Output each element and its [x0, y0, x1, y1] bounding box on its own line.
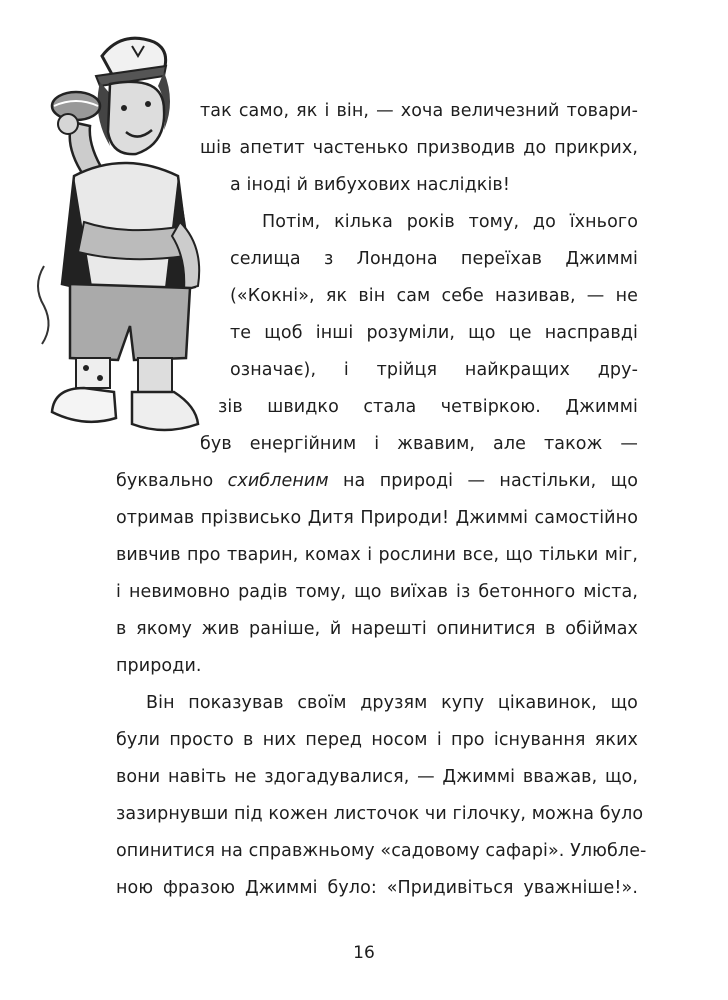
text-line: природи. [116, 656, 202, 676]
text-line: те щоб інші розуміли, що це насправді [230, 323, 638, 343]
text-line-with-emphasis [116, 470, 638, 492]
page-number: 16 [353, 943, 375, 963]
emphasis-word: схибленим [227, 471, 329, 491]
text-line: опинитися на справжньому «садовому сафарі». Улюбле- [116, 841, 647, 861]
text-segment: буквально [116, 471, 228, 491]
text-line: так само, як і він, — хоча величезний товари- [200, 101, 638, 121]
text-line: вони навіть не здогадувалися, — Джиммі вважав, що, [116, 767, 638, 787]
text-line: а іноді й вибухових наслідків! [230, 175, 510, 195]
text-line: Він показував своїм друзям купу цікавинок, що [146, 693, 638, 713]
text-line: був енергійним і жвавим, але також — [200, 434, 638, 454]
text-line: зазирнувши під кожен листочок чи гілочку, можна було [116, 804, 644, 824]
text-line: («Кокні», як він сам себе називав, — не [230, 286, 638, 306]
boy-illustration [14, 26, 204, 436]
text-segment: на природі — настільки, що [328, 471, 639, 491]
text-line: означає), і трійця найкращих дру- [230, 360, 638, 380]
text-line: ною фразою Джиммі було: «Придивіться уважніше!». [116, 878, 638, 898]
text-line: зів швидко стала четвіркою. Джиммі [218, 397, 638, 417]
text-line: в якому жив раніше, й нарешті опинитися в обіймах [116, 619, 638, 639]
text-line: вивчив про тварин, комах і рослини все, що тільки міг, [116, 545, 638, 565]
text-line: були просто в них перед носом і про існування яких [116, 730, 638, 750]
text-line: Потім, кілька років тому, до їхнього [262, 212, 638, 232]
text-line: селища з Лондона переїхав Джиммі [230, 249, 638, 269]
text-line: і невимовно радів тому, що виїхав із бетонного міста, [116, 582, 638, 602]
text-line: шів апетит частенько призводив до прикрих, [200, 138, 638, 158]
text-line: отримав прізвисько Дитя Природи! Джиммі самостійно [116, 508, 638, 528]
